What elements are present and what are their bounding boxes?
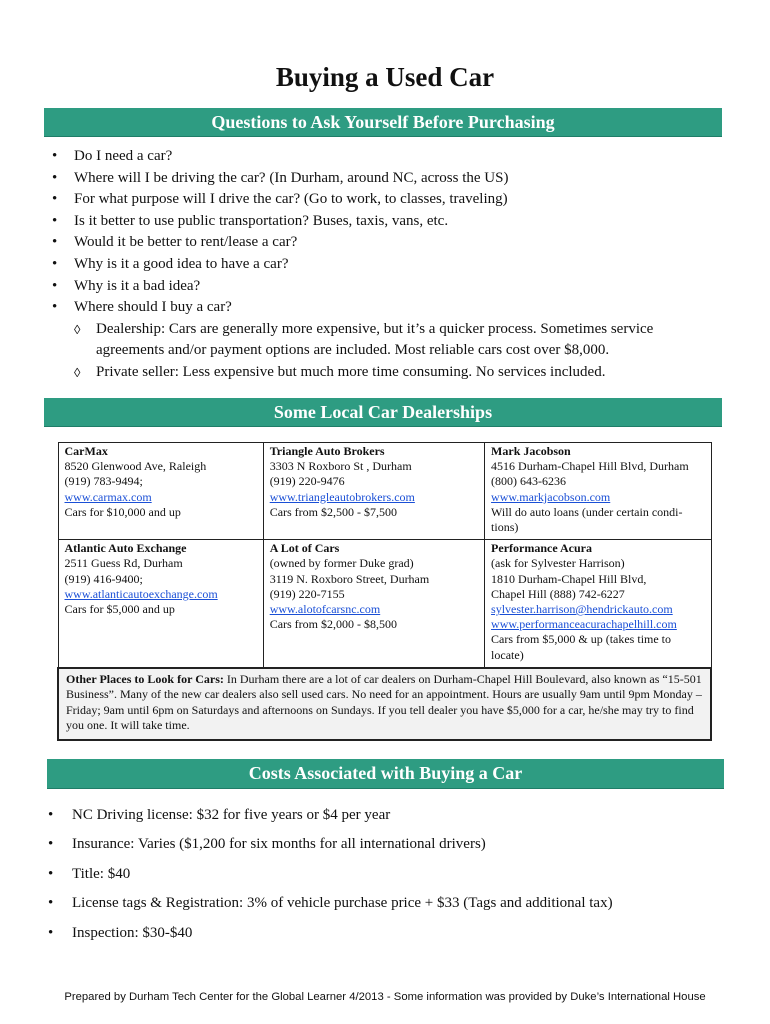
bullet-icon: •	[52, 212, 58, 229]
table-row	[58, 668, 711, 741]
diamond-icon: ◊	[74, 321, 81, 337]
dealer-detail: 3303 N Roxboro St , Durham	[269, 459, 412, 474]
dealer-name: Mark Jacobson	[491, 444, 571, 458]
dealer-link[interactable]: www.carmax.com	[64, 489, 152, 504]
dealer-detail: Will do auto loans (under certain condi-tions)	[491, 504, 683, 535]
questions-list	[44, 146, 724, 384]
list-item: • Why is it a bad idea?	[44, 276, 724, 298]
other-places-label: Other Places to Look for Cars:	[66, 671, 224, 686]
bullet-icon: •	[48, 865, 54, 882]
list-item: • Where should I buy a car? ◊ Dealership: Cars are generally more expensive, but it’s a quicker process. Sometimes service agreements and/or payment options are included. Most reliable cars cost over $8,000. ◊ Private seller: Less expensive but much more time consuming. No services included.	[44, 297, 724, 383]
dealer-cell	[58, 540, 263, 668]
dealer-detail: (919) 783-9494;	[64, 474, 143, 489]
dealer-detail: 4516 Durham-Chapel Hill Blvd, Durham	[491, 459, 689, 474]
list-item: • Why is it a good idea to have a car?	[44, 254, 724, 276]
bullet-icon: •	[52, 148, 58, 164]
dealer-detail: 1810 Durham-Chapel Hill Blvd,	[491, 571, 647, 586]
diamond-icon: ◊	[74, 364, 81, 380]
bullet-icon: •	[48, 836, 54, 853]
dealer-name: Triangle Auto Brokers	[269, 444, 385, 458]
dealer-detail: (919) 220-7155	[269, 586, 345, 601]
footer-credit: Prepared by Durham Tech Center for the Global Learner 4/2013 - Some information was provided by Duke’s International House	[64, 991, 706, 1003]
dealer-detail: 3119 N. Roxboro Street, Durham	[269, 571, 430, 586]
dealer-detail: Chapel Hill (888) 742-6227	[491, 586, 625, 601]
dealer-name: A Lot of Cars	[269, 541, 340, 556]
dealer-detail: Cars from $2,500 - $7,500	[269, 504, 398, 519]
dealer-link[interactable]: sylvester.harrison@hendrickauto.com	[491, 602, 673, 617]
dealer-detail: 2511 Guess Rd, Durham	[64, 556, 183, 571]
section-banner-questions: Questions to Ask Yourself Before Purchasing	[44, 108, 722, 137]
costs-list	[46, 804, 726, 951]
page-title: Buying a Used Car	[275, 62, 495, 92]
section-banner-costs: Costs Associated with Buying a Car	[47, 759, 724, 789]
list-item: • NC Driving license: $32 for five years or $4 per year	[46, 804, 726, 833]
dealer-detail: (ask for Sylvester Harrison)	[491, 556, 625, 571]
list-item: • Title: $40	[46, 863, 726, 892]
bullet-icon: •	[52, 255, 58, 272]
bullet-icon: •	[48, 924, 54, 941]
dealer-name: Atlantic Auto Exchange	[64, 541, 187, 556]
list-item: • Do I need a car?	[44, 146, 724, 168]
section-banner-dealers: Some Local Car Dealerships	[44, 398, 722, 427]
dealer-detail: (owned by former Duke grad)	[269, 556, 414, 571]
dealer-cell	[58, 443, 263, 540]
bullet-icon: •	[52, 234, 58, 251]
dealer-link[interactable]: www.atlanticautoexchange.com	[64, 586, 218, 601]
list-item: • Where will I be driving the car? (In Durham, around NC, across the US)	[44, 168, 724, 190]
dealer-cell	[263, 443, 484, 540]
dealer-cell	[263, 540, 484, 668]
dealer-link[interactable]: www.markjacobson.com	[491, 489, 611, 504]
table-row	[58, 540, 711, 668]
bullet-icon: •	[52, 191, 58, 208]
dealer-detail: (919) 220-9476	[269, 474, 345, 489]
list-item: • For what purpose will I drive the car? (Go to work, to classes, traveling)	[44, 189, 724, 211]
list-item: • Is it better to use public transportation? Buses, taxis, vans, etc.	[44, 211, 724, 233]
dealer-name: Performance Acura	[491, 541, 593, 556]
bullet-icon: •	[52, 169, 58, 186]
dealer-link[interactable]: www.performanceacurachapelhill.com	[491, 617, 677, 632]
bullet-icon: •	[52, 299, 58, 316]
dealer-link[interactable]: www.alotofcarsnc.com	[269, 602, 381, 617]
dealer-detail: (800) 643-6236	[491, 474, 567, 489]
dealer-detail: Cars for $5,000 and up	[64, 602, 175, 617]
dealer-detail: Cars from $5,000 & up (takes time to locate)	[491, 632, 672, 662]
other-places-note	[58, 668, 711, 741]
bullet-icon: •	[52, 277, 58, 294]
dealer-cell	[485, 540, 711, 668]
dealer-detail: Cars for $10,000 and up	[64, 504, 181, 519]
dealers-table	[57, 442, 712, 741]
dealer-link[interactable]: www.triangleautobrokers.com	[269, 489, 415, 504]
list-item: • Insurance: Varies ($1,200 for six months for all international drivers)	[46, 833, 726, 862]
dealer-detail: 8520 Glenwood Ave, Raleigh	[64, 459, 207, 474]
sub-list-item: ◊ Private seller: Less expensive but much more time consuming. No services included.	[74, 362, 724, 384]
list-item: • Would it be better to rent/lease a car?	[44, 232, 724, 254]
list-item: • License tags & Registration: 3% of vehicle purchase price + $33 (Tags and additional tax)	[46, 892, 726, 921]
dealer-detail: (919) 416-9400;	[64, 571, 143, 586]
bullet-icon: •	[48, 895, 54, 912]
other-places-text: In Durham there are a lot of car dealers on Durham-Chapel Hill Boulevard, also known as “15-501 Business”. Many of the new car dealers also sell used cars. No need for an appointment. Hours are usually 9am until 9pm Monday – Friday; 9am until 6pm on Saturdays and afternoons on Sundays. If you tell dealer you have $5,000 for a car, he/she may try to find you one. It will take time.	[66, 671, 702, 733]
dealer-cell	[485, 443, 711, 540]
table-row	[58, 443, 711, 540]
dealer-detail: Cars from $2,000 - $8,500	[269, 617, 398, 632]
sub-list-item: ◊ Dealership: Cars are generally more expensive, but it’s a quicker process. Sometimes service agreements and/or payment options are included. Most reliable cars cost over $8,000.	[74, 320, 654, 359]
dealer-name: CarMax	[64, 444, 108, 458]
sub-list	[74, 319, 724, 384]
bullet-icon: •	[48, 807, 54, 823]
list-item: • Inspection: $30-$40	[46, 922, 726, 951]
